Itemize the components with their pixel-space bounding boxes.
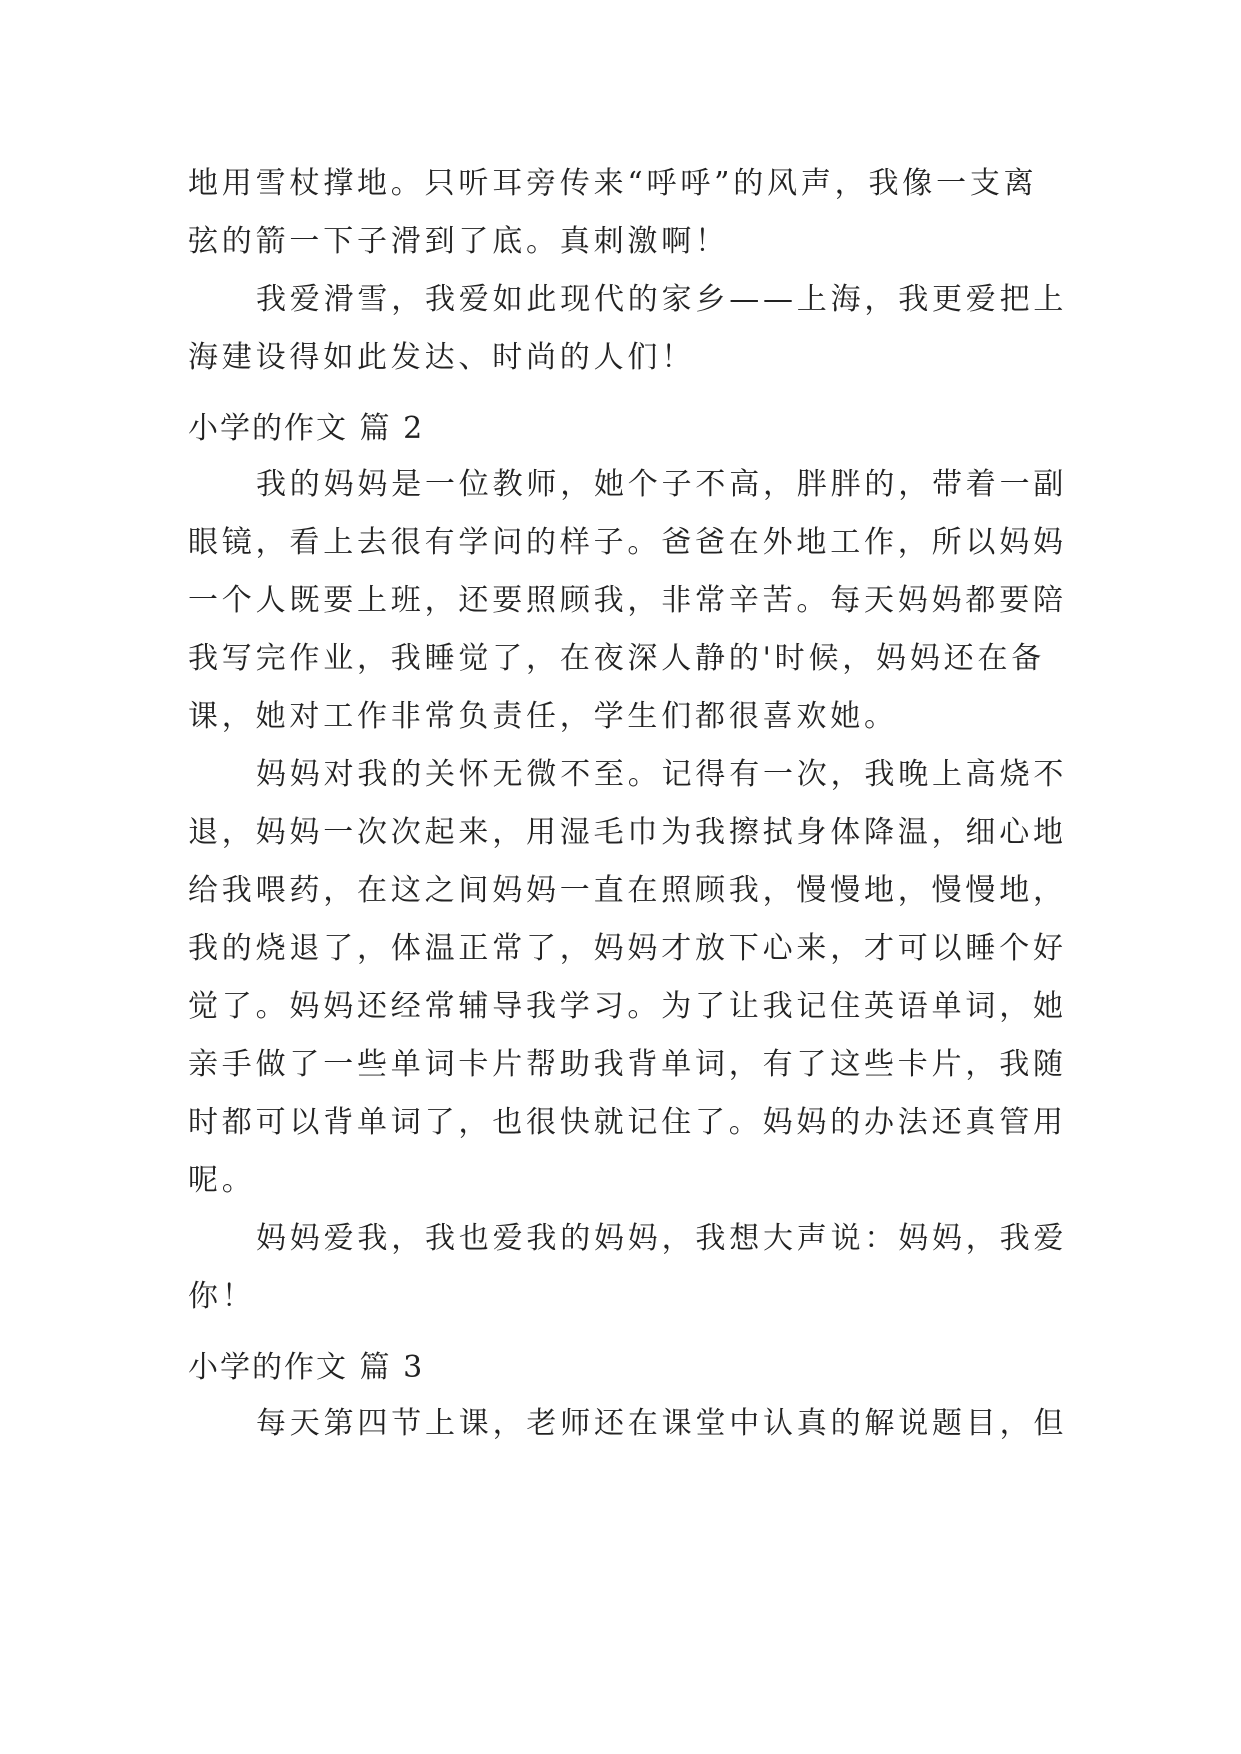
paragraph-line: 我的烧退了，体温正常了，妈妈才放下心来，才可以睡个好 <box>188 931 1067 966</box>
paragraph-line: 妈妈对我的关怀无微不至。记得有一次，我晚上高烧不 <box>256 757 1068 792</box>
paragraph-line: 我爱滑雪，我爱如此现代的家乡——上海，我更爱把上 <box>256 282 1068 317</box>
paragraph-line: 眼镜，看上去很有学问的样子。爸爸在外地工作，所以妈妈 <box>188 525 1067 560</box>
section-heading-2: 小学的作文 篇 2 <box>188 411 425 446</box>
paragraph-line: 时都可以背单词了，也很快就记住了。妈妈的办法还真管用 <box>188 1105 1067 1140</box>
paragraph-line: 我的妈妈是一位教师，她个子不高，胖胖的，带着一副 <box>256 467 1068 502</box>
paragraph-line: 妈妈爱我，我也爱我的妈妈，我想大声说：妈妈，我爱 <box>256 1221 1068 1256</box>
paragraph-line: 课，她对工作非常负责任，学生们都很喜欢她。 <box>188 699 898 734</box>
paragraph-line: 觉了。妈妈还经常辅导我学习。为了让我记住英语单词，她 <box>188 989 1067 1024</box>
paragraph-line: 给我喂药，在这之间妈妈一直在照顾我，慢慢地，慢慢地， <box>188 873 1067 908</box>
paragraph-line: 亲手做了一些单词卡片帮助我背单词，有了这些卡片，我随 <box>188 1047 1067 1082</box>
paragraph-line: 海建设得如此发达、时尚的人们！ <box>188 340 695 375</box>
paragraph-line: 地用雪杖撑地。只听耳旁传来“呼呼”的风声，我像一支离 <box>188 166 1038 201</box>
paragraph-line: 一个人既要上班，还要照顾我，非常辛苦。每天妈妈都要陪 <box>188 583 1067 618</box>
paragraph-line: 你！ <box>188 1279 256 1314</box>
paragraph-line: 呢。 <box>188 1163 256 1198</box>
paragraph-line: 每天第四节上课，老师还在课堂中认真的解说题目，但 <box>256 1406 1068 1441</box>
section-heading-3: 小学的作文 篇 3 <box>188 1350 425 1385</box>
paragraph-line: 弦的箭一下子滑到了底。真刺激啊！ <box>188 224 729 259</box>
paragraph-line: 退，妈妈一次次起来，用湿毛巾为我擦拭身体降温，细心地 <box>188 815 1067 850</box>
paragraph-line: 我写完作业，我睡觉了，在夜深人静的'时候，妈妈还在备 <box>188 641 1046 676</box>
